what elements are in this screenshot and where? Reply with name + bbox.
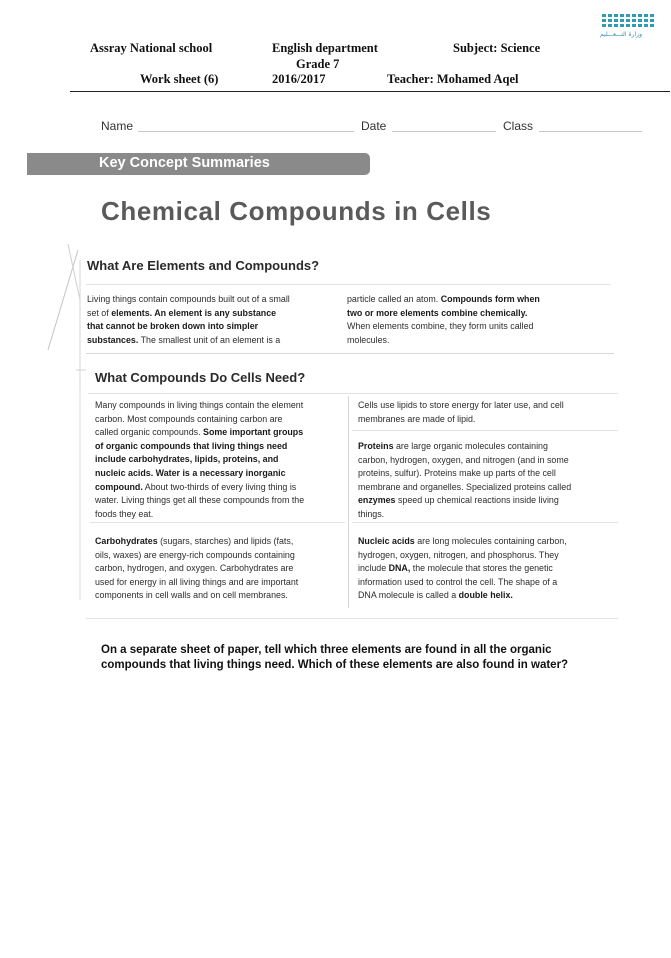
section-heading-compounds: What Compounds Do Cells Need? [95, 370, 306, 385]
section-rule [352, 522, 618, 523]
question-line-1: On a separate sheet of paper, tell which three elements are found in all the organic [101, 644, 552, 656]
name-field[interactable] [138, 131, 354, 132]
logo-text: وزارة التـــعـــليم [600, 31, 642, 38]
question-line-2: compounds that living things need. Which of these elements are also found in water? [101, 658, 569, 671]
class-field[interactable] [539, 131, 642, 132]
ministry-logo [584, 14, 658, 50]
question-text [101, 643, 571, 673]
name-label: Name [101, 119, 134, 133]
header-divider [70, 91, 670, 92]
section-rule [352, 430, 618, 431]
carbohydrates-paragraph: Carbohydrates (sugars, starches) and lipids (fats, oils, waxes) are energy-rich compounds containing carbon, hydrogen, and oxygen. Carbohydrates are used for energy in all living things and are important components in cell walls and on cell membranes. [95, 536, 299, 601]
section-rule [88, 393, 618, 394]
proteins-paragraph: Proteins are large organic molecules containing carbon, hydrogen, oxygen, and nitrogen (and in some proteins, sulfur). Proteins make up parts of the cell membrane and organelles. Specialized proteins called enzymes speed up chemical reactions inside living things. [358, 441, 572, 519]
section-rule [86, 618, 618, 619]
elements-paragraph-left: Living things contain compounds built out of a small set of elements. An element is any substance that cannot be broken down into simpler substances. The smallest unit of an element is a [87, 294, 290, 345]
grade-label: Grade 7 [296, 57, 340, 71]
department-name: English department [272, 41, 378, 55]
school-name: Assray National school [90, 41, 213, 55]
section-rule [90, 522, 345, 523]
date-field[interactable] [392, 131, 496, 132]
compounds-paragraph: Many compounds in living things contain the element carbon. Most compounds containing carbon are called organic compounds. Some important groups of organic compounds that living things need include carbohydrates, lipids, proteins, and nucleic acids. Water is a necessary inorganic compound. About two-thirds of every living thing is water. Living things get all these compounds from the foods they eat. [95, 400, 305, 519]
worksheet-label: Work sheet (6) [140, 72, 219, 86]
class-label: Class [503, 119, 534, 133]
section-rule [86, 353, 614, 354]
logo-dots-icon [598, 14, 658, 27]
banner-label: Key Concept Summaries [99, 155, 270, 171]
elements-paragraph-right: particle called an atom. Compounds form when two or more elements combine chemically. When elements combine, they form units called molecules. [347, 294, 540, 345]
date-label: Date [361, 119, 387, 133]
lipids-paragraph: Cells use lipids to store energy for later use, and cell membranes are made of lipid. [358, 400, 564, 424]
section-heading-elements: What Are Elements and Compounds? [87, 258, 320, 273]
school-year: 2016/2017 [272, 72, 326, 86]
page-title: Chemical Compounds in Cells [101, 196, 492, 226]
column-divider [348, 396, 349, 608]
subject-label: Subject: Science [453, 41, 541, 55]
teacher-label: Teacher: Mohamed Aqel [387, 72, 519, 86]
section-rule [86, 284, 611, 285]
nucleic-acids-paragraph: Nucleic acids are long molecules containing carbon, hydrogen, oxygen, nitrogen, and phosphorus. They include DNA, the molecule that stores the genetic information used to control the cell. The shape of a DNA molecule is called a double helix. [358, 536, 567, 601]
key-concept-banner [27, 153, 370, 175]
